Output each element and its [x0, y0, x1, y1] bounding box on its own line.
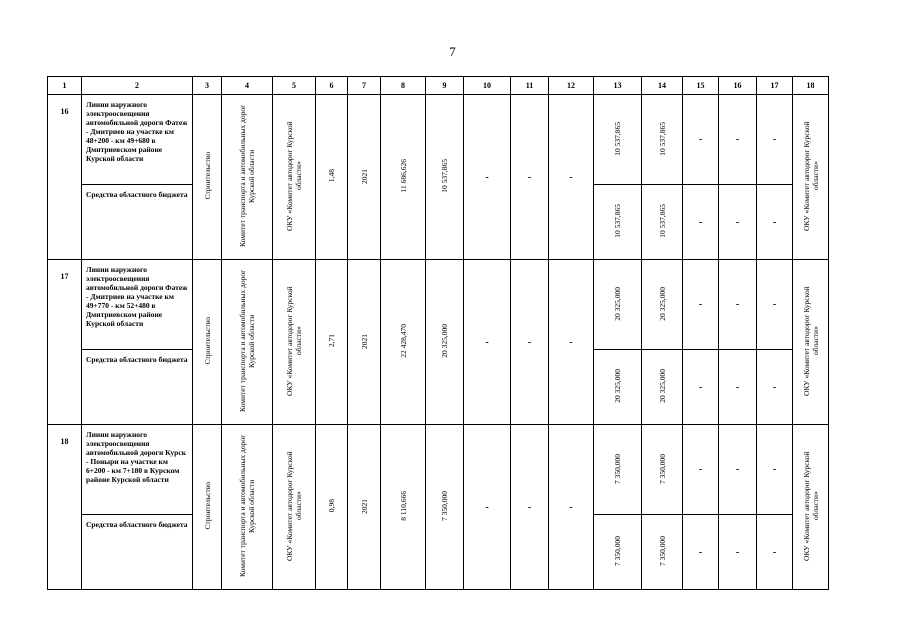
- capacity-cell: 2,71: [316, 260, 348, 425]
- empty-value-cell: -: [683, 260, 719, 350]
- amount-cell-14: 7 350,000: [642, 515, 683, 590]
- empty-value-cell: -: [719, 95, 757, 185]
- limit-cell: 10 537,865: [426, 95, 464, 260]
- amount-cell-13: 7 350,000: [594, 425, 642, 515]
- work-type-cell: Строительство: [193, 260, 222, 425]
- page-number: 7: [449, 44, 456, 59]
- empty-value-cell: -: [757, 350, 793, 425]
- amount-cell-13: 10 537,865: [594, 95, 642, 185]
- empty-value-cell: -: [511, 260, 549, 425]
- cost-cell: 22 428,470: [381, 260, 426, 425]
- empty-value-cell: -: [683, 425, 719, 515]
- object-name-cell: Линии наружного электроосвещения автомобильной дороги Курск - Поныри на участке км 6+200 - км 7+180 в Курском районе Курской области: [82, 425, 193, 515]
- column-header: 5: [273, 77, 316, 95]
- empty-value-cell: -: [511, 95, 549, 260]
- executor-cell: ОКУ «Комитет автодорог Курской области»: [793, 425, 829, 590]
- column-header: 11: [511, 77, 549, 95]
- object-name-cell: Линии наружного электроосвещения автомобильной дороги Фатеж - Дмитриев на участке км 48+200 - км 49+680 в Дмитриевском районе Курской области: [82, 95, 193, 185]
- header-row: [48, 77, 829, 95]
- table-row: [48, 95, 829, 185]
- column-header: 13: [594, 77, 642, 95]
- amount-cell-13: 20 325,000: [594, 350, 642, 425]
- empty-value-cell: -: [683, 185, 719, 260]
- empty-value-cell: -: [719, 515, 757, 590]
- column-header: 14: [642, 77, 683, 95]
- column-header: 12: [549, 77, 594, 95]
- column-header: 16: [719, 77, 757, 95]
- empty-value-cell: -: [464, 425, 511, 590]
- builder-cell: ОКУ «Комитет автодорог Курской области»: [273, 95, 316, 260]
- empty-value-cell: -: [511, 425, 549, 590]
- column-header: 8: [381, 77, 426, 95]
- limit-cell: 7 350,000: [426, 425, 464, 590]
- row-number: 16: [48, 95, 82, 260]
- empty-value-cell: -: [683, 350, 719, 425]
- empty-value-cell: -: [719, 260, 757, 350]
- amount-cell-13: 20 325,000: [594, 260, 642, 350]
- capacity-cell: 1,48: [316, 95, 348, 260]
- funding-source-cell: Средства областного бюджета: [82, 350, 193, 425]
- column-header: 1: [48, 77, 82, 95]
- empty-value-cell: -: [757, 95, 793, 185]
- row-number: 18: [48, 425, 82, 590]
- amount-cell-13: 7 350,000: [594, 515, 642, 590]
- empty-value-cell: -: [464, 260, 511, 425]
- column-header: 6: [316, 77, 348, 95]
- year-cell: 2021: [348, 95, 381, 260]
- amount-cell-13: 10 537,865: [594, 185, 642, 260]
- empty-value-cell: -: [719, 185, 757, 260]
- empty-value-cell: -: [683, 515, 719, 590]
- column-header: 9: [426, 77, 464, 95]
- empty-value-cell: -: [683, 95, 719, 185]
- funding-source-cell: Средства областного бюджета: [82, 185, 193, 260]
- row-number: 17: [48, 260, 82, 425]
- empty-value-cell: -: [549, 95, 594, 260]
- work-type-cell: Строительство: [193, 425, 222, 590]
- column-header: 10: [464, 77, 511, 95]
- capacity-cell: 0,98: [316, 425, 348, 590]
- column-header: 7: [348, 77, 381, 95]
- customer-cell: Комитет транспорта и автомобильных дорог Курской области: [222, 425, 273, 590]
- builder-cell: ОКУ «Комитет автодорог Курской области»: [273, 425, 316, 590]
- amount-cell-14: 20 325,000: [642, 350, 683, 425]
- empty-value-cell: -: [757, 260, 793, 350]
- customer-cell: Комитет транспорта и автомобильных дорог Курской области: [222, 260, 273, 425]
- executor-cell: ОКУ «Комитет автодорог Курской области»: [793, 260, 829, 425]
- program-table: [47, 76, 829, 590]
- column-header: 4: [222, 77, 273, 95]
- empty-value-cell: -: [757, 425, 793, 515]
- object-name-cell: Линии наружного электроосвещения автомобильной дороги Фатеж - Дмитриев на участке км 49+770 - км 52+480 в Дмитриевском районе Курской области: [82, 260, 193, 350]
- empty-value-cell: -: [757, 515, 793, 590]
- column-header: 15: [683, 77, 719, 95]
- empty-value-cell: -: [719, 350, 757, 425]
- column-header: 18: [793, 77, 829, 95]
- column-header: 2: [82, 77, 193, 95]
- table-row: [48, 260, 829, 350]
- year-cell: 2021: [348, 425, 381, 590]
- limit-cell: 20 325,000: [426, 260, 464, 425]
- table-row: [48, 425, 829, 515]
- cost-cell: 11 686,626: [381, 95, 426, 260]
- empty-value-cell: -: [549, 260, 594, 425]
- empty-value-cell: -: [549, 425, 594, 590]
- year-cell: 2021: [348, 260, 381, 425]
- builder-cell: ОКУ «Комитет автодорог Курской области»: [273, 260, 316, 425]
- amount-cell-14: 10 537,865: [642, 185, 683, 260]
- column-header: 17: [757, 77, 793, 95]
- amount-cell-14: 10 537,865: [642, 95, 683, 185]
- empty-value-cell: -: [757, 185, 793, 260]
- amount-cell-14: 20 325,000: [642, 260, 683, 350]
- column-header: 3: [193, 77, 222, 95]
- empty-value-cell: -: [464, 95, 511, 260]
- customer-cell: Комитет транспорта и автомобильных дорог Курской области: [222, 95, 273, 260]
- executor-cell: ОКУ «Комитет автодорог Курской области»: [793, 95, 829, 260]
- empty-value-cell: -: [719, 425, 757, 515]
- work-type-cell: Строительство: [193, 95, 222, 260]
- funding-source-cell: Средства областного бюджета: [82, 515, 193, 590]
- cost-cell: 8 110,666: [381, 425, 426, 590]
- amount-cell-14: 7 350,000: [642, 425, 683, 515]
